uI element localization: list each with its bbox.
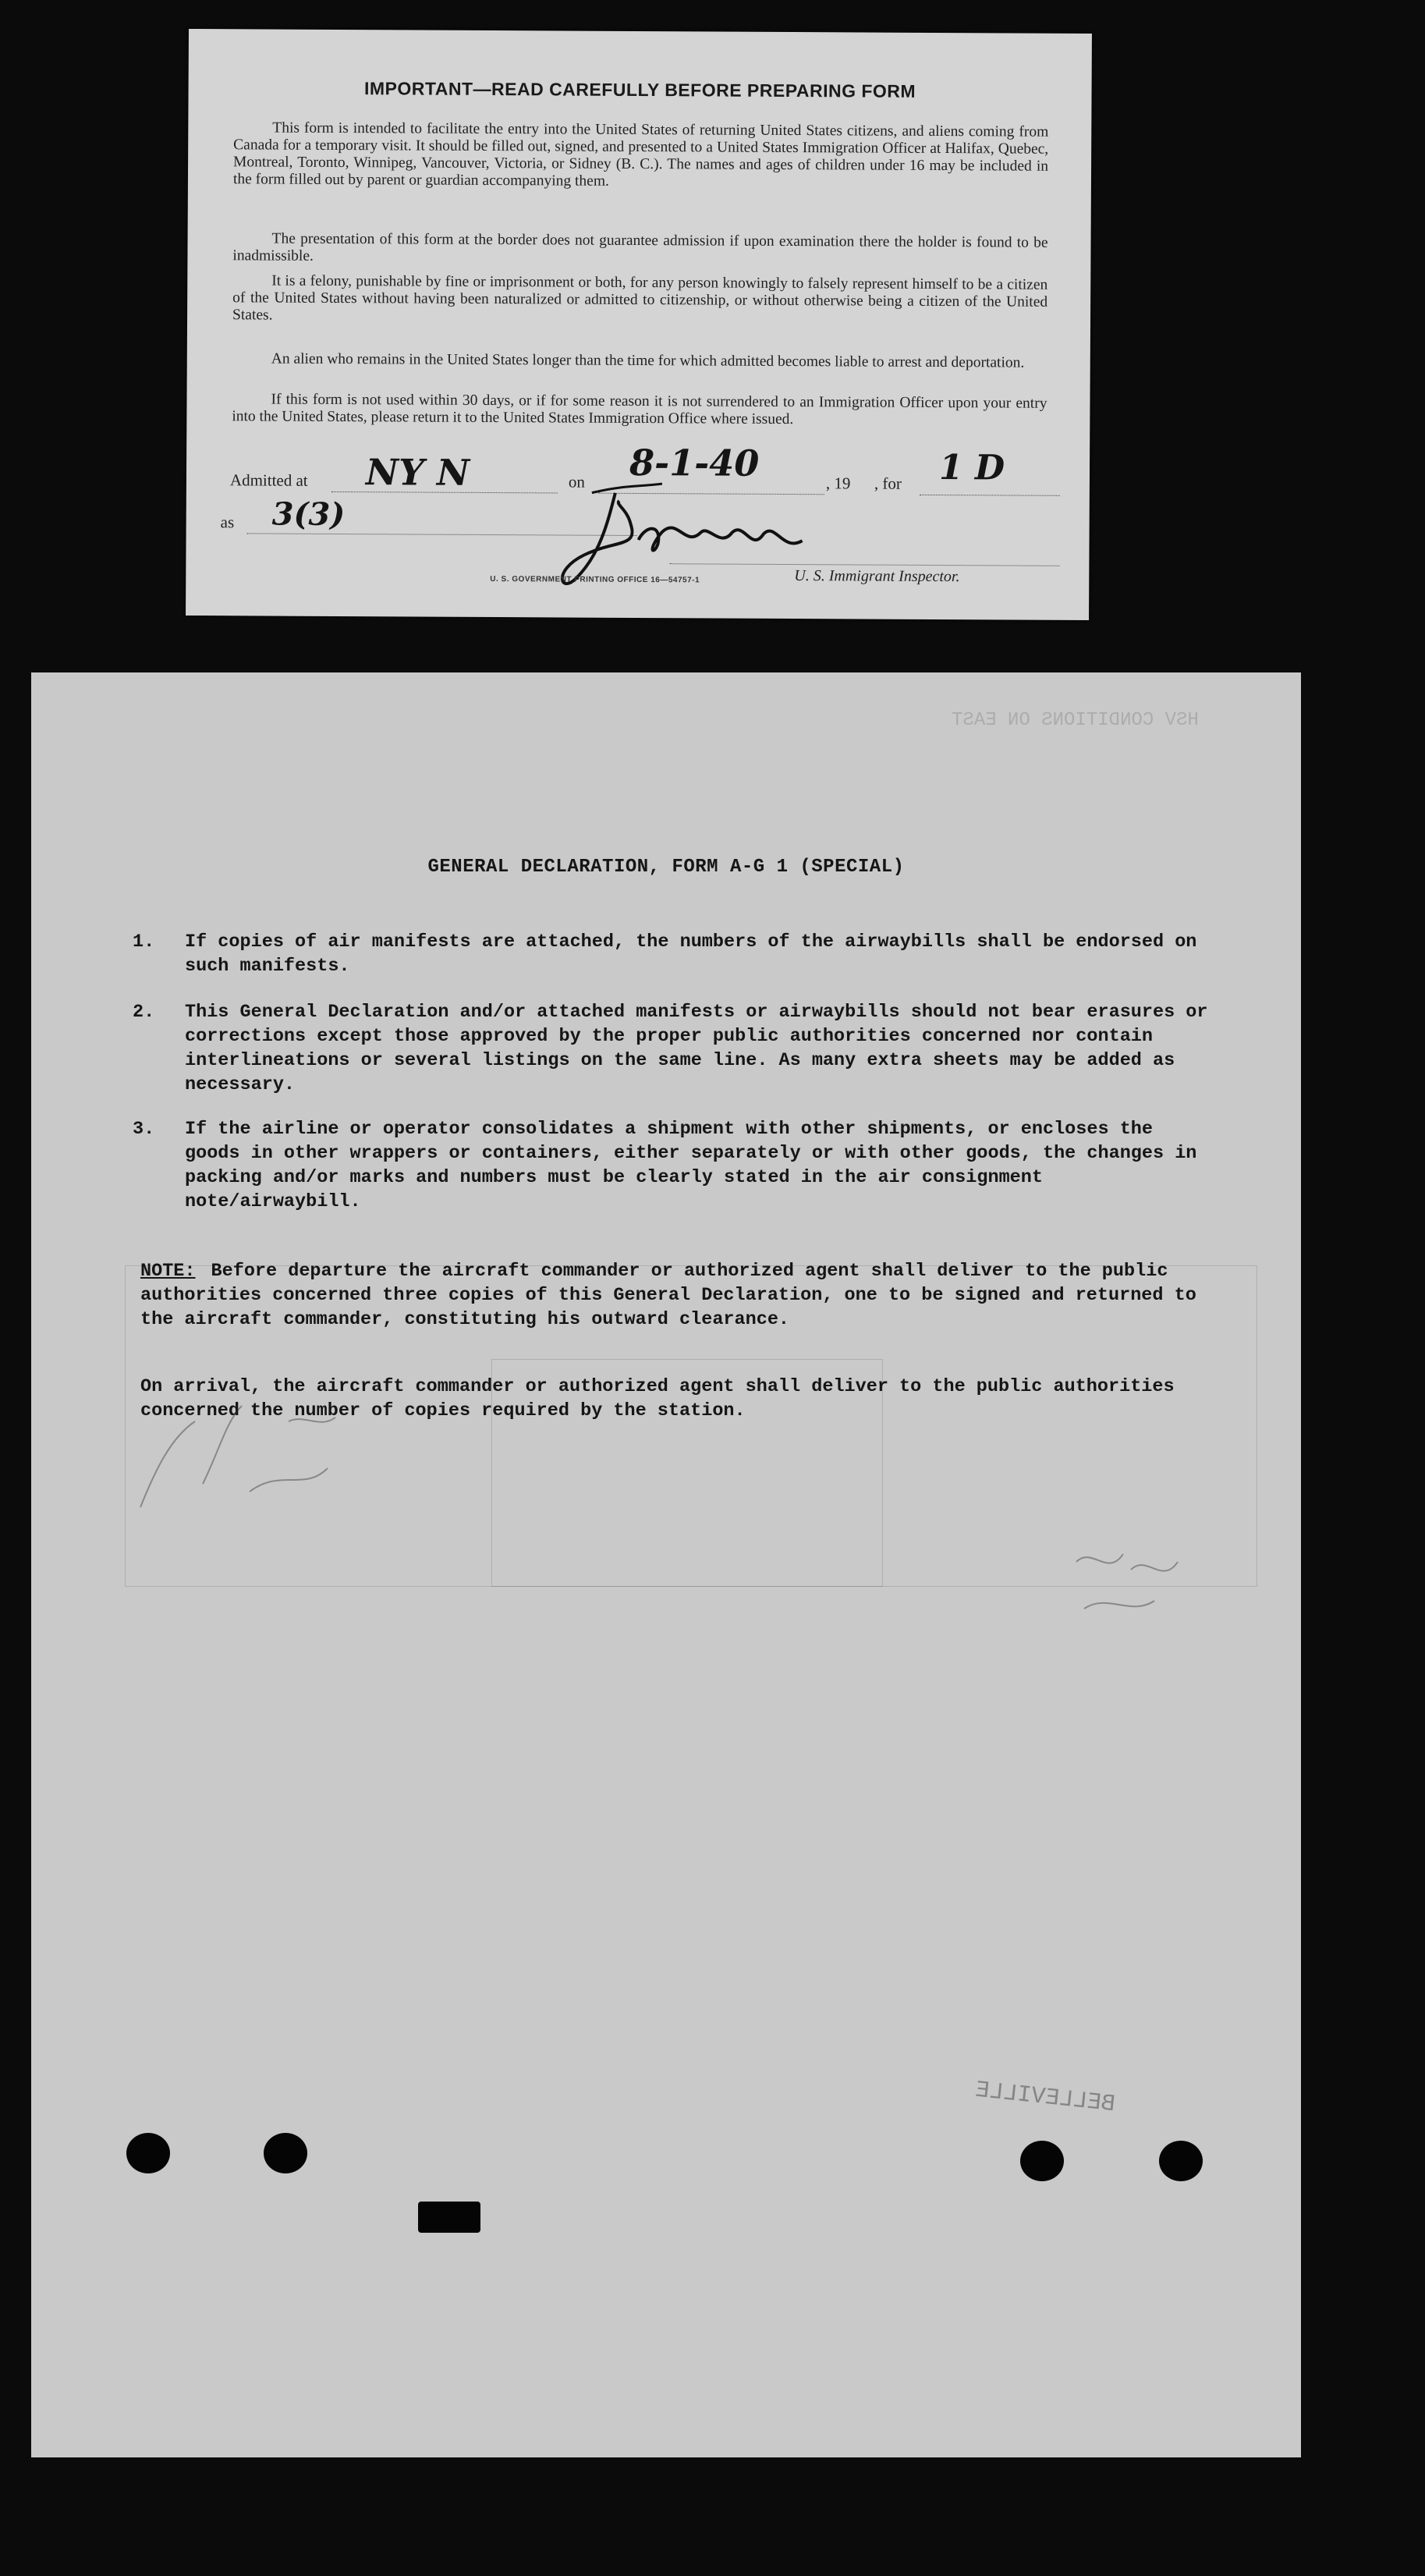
- card-paragraph-4: An alien who remains in the United States longer than the time for which admitted becomes liable to arrest and deportation.: [271, 350, 1025, 371]
- punch-hole: [264, 2133, 307, 2173]
- immigration-form-card: [186, 29, 1092, 620]
- note-label: NOTE:: [140, 1261, 196, 1282]
- declaration-item: [133, 930, 1211, 978]
- admitted-place-handwriting: NY N: [365, 451, 470, 494]
- item-text: If the airline or operator consolidates a shipment with other shipments, or encloses the goods in other wrappers or containers, either separately or with other goods, the changes in packing and/or marks and numbers must be clearly stated in the air consignment note/airwaybill.: [185, 1119, 1197, 1212]
- note-text: Before departure the aircraft commander or authorized agent shall deliver to the public authorities concerned three copies of this General Declaration, one to be signed and returned to the aircraft commander, constituting his outward clearance.: [140, 1261, 1196, 1330]
- punch-hole: [1020, 2141, 1064, 2181]
- note-paragraph: [140, 1259, 1221, 1332]
- for-label: , for: [874, 474, 902, 493]
- card-paragraph-2: The presentation of this form at the border does not guarantee admission if upon examination there the holder is found to be inadmissible.: [232, 230, 1048, 264]
- item-number: 1.: [133, 931, 155, 953]
- declaration-title: GENERAL DECLARATION, FORM A-G 1 (SPECIAL): [427, 857, 905, 878]
- card-paragraph-3: It is a felony, punishable by fine or imprisonment or both, for any person knowingly to falsely represent himself to be a citizen of the United States without having been naturalized or admitted to citizenship, or without otherwise being a citizen of the United States.: [232, 272, 1048, 324]
- pencil-marks-left: [125, 1375, 452, 1531]
- as-label: as: [220, 513, 235, 532]
- card-paragraph-1: This form is intended to facilitate the entry into the United States of returning United States citizens, and aliens coming from Canada for a temporary visit. It should be filled out, signed, and presented to a United States Immigration Officer at Halifax, Quebec, Montreal, Toronto, Winnipeg, Vancouver, Victoria, or Sidney (B. C.). The names and ages of children under 16 may be included in the form filled out by parent or guardian accompanying them.: [232, 119, 1049, 190]
- arrival-paragraph: On arrival, the aircraft commander or authorized agent shall deliver to the public authorities concerned the number of copies required by the station.: [140, 1376, 1175, 1421]
- printer-line: U. S. GOVERNMENT PRINTING OFFICE 16—54757-1: [490, 575, 700, 585]
- year-label: , 19: [825, 474, 851, 493]
- declaration-item: [133, 1000, 1211, 1097]
- general-declaration-sheet: [31, 672, 1301, 2457]
- card-title: IMPORTANT—READ CAREFULLY BEFORE PREPARING FORM: [363, 78, 916, 101]
- item-number: 2.: [133, 1002, 155, 1023]
- item-number: 3.: [133, 1119, 155, 1140]
- bleed-through-stamp: BELLEVILLE: [973, 2077, 1117, 2119]
- item-text: This General Declaration and/or attached manifests or airwaybills should not bear erasures or corrections except those approved by the proper public authorities concerned nor contain interlineations or several listings on the same line. As many extra sheets may be added as necessary.: [185, 1002, 1208, 1095]
- as-value-handwriting: 3(3): [271, 495, 346, 534]
- card-paragraph-5: If this form is not used within 30 days, or if for some reason it is not surrendered to an Immigration Officer upon your entry into the United States, please return it to the United States Immigration Office where issued.: [232, 391, 1047, 428]
- duration-line: [920, 495, 1060, 496]
- admitted-at-label: Admitted at: [229, 470, 308, 490]
- torn-notch: [418, 2202, 480, 2233]
- inspector-label: U. S. Immigrant Inspector.: [794, 567, 960, 586]
- admitted-date-handwriting: 8-1-40: [629, 441, 760, 484]
- punch-hole: [1159, 2141, 1203, 2181]
- declaration-item: [133, 1117, 1211, 1214]
- bleed-through-text: HSV CONDITIONS ON EAST: [952, 710, 1199, 731]
- item-text: If copies of air manifests are attached, the numbers of the airwaybills shall be endorsed on such manifests.: [185, 931, 1197, 977]
- punch-hole: [126, 2133, 170, 2173]
- on-label: on: [568, 472, 586, 491]
- pencil-marks-right: [1061, 1531, 1193, 1624]
- duration-handwriting: 1 D: [938, 448, 1005, 488]
